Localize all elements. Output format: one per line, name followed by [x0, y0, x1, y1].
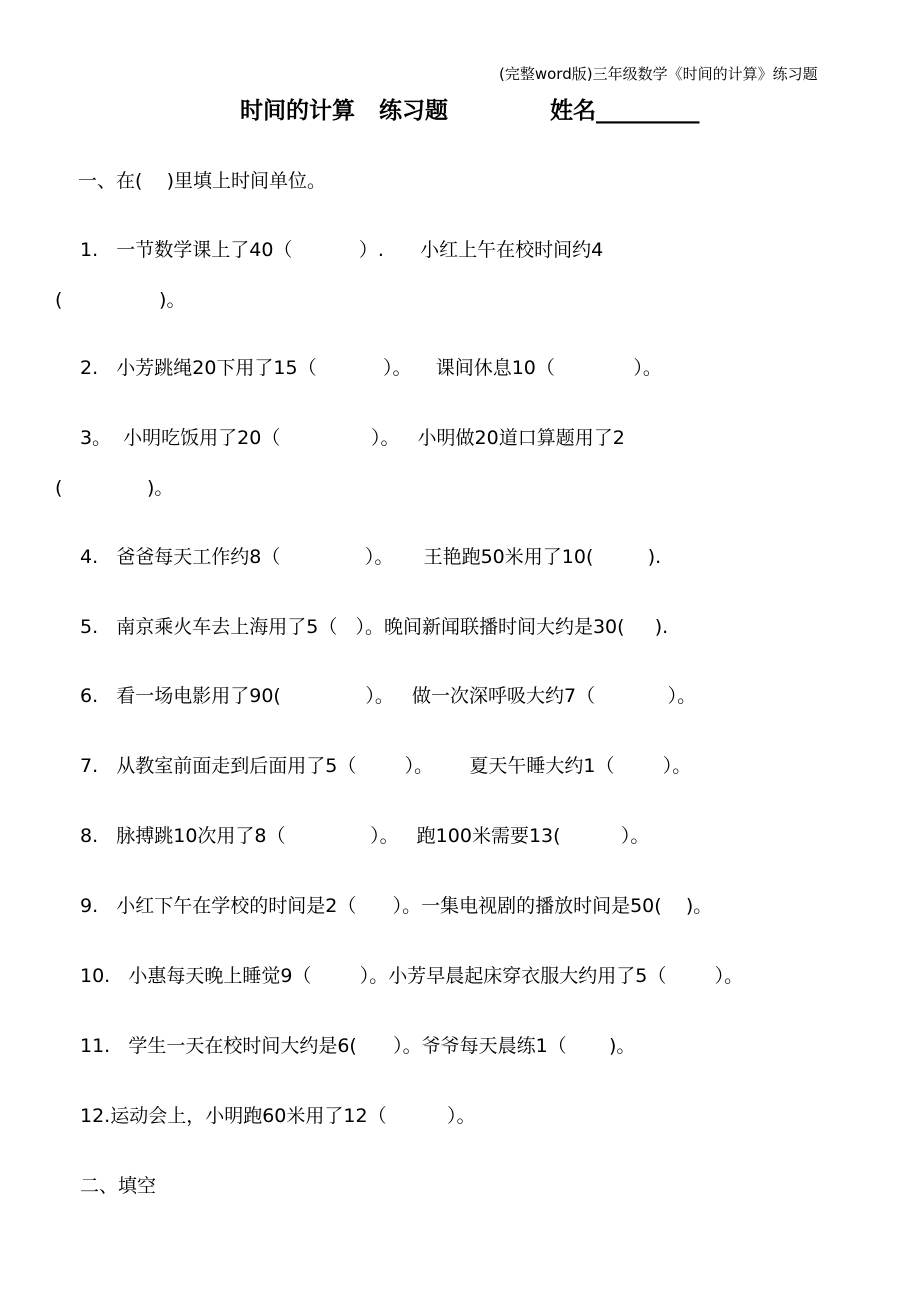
question-line: 1. 一节数学课上了40（ ）. 小红上午在校时间约4	[80, 239, 604, 261]
question-line: 10. 小惠每天晚上睡觉9（ ）。小芳早晨起床穿衣服大约用了5（ ）。	[80, 965, 744, 987]
question-line: 8. 脉搏跳10次用了8（ ）。 跑100米需要13( ）。	[80, 825, 650, 847]
question-line: 4. 爸爸每天工作约8（ ）。 王艳跑50米用了10( ).	[80, 546, 662, 568]
question-line: 11. 学生一天在校时间大约是6( ）。爷爷每天晨练1（ )。	[80, 1035, 636, 1057]
section2-heading: 二、填空	[80, 1175, 157, 1197]
question-line: 2. 小芳跳绳20下用了15（ ）。 课间休息10（ ）。	[80, 357, 662, 379]
question-line: ( )。	[55, 477, 174, 499]
question-line: 12.运动会上，小明跑60米用了12（ ）。	[80, 1105, 476, 1127]
question-line: 7. 从教室前面走到后面用了5（ ）。 夏天午睡大约1（ ）。	[80, 755, 692, 777]
name-label: 姓名_________	[550, 98, 700, 124]
question-line: 3。 小明吃饭用了20（ ）。 小明做20道口算题用了2	[80, 427, 625, 449]
question-line: ( )。	[55, 289, 186, 311]
question-line: 6. 看一场电影用了90( ）。 做一次深呼吸大约7（ ）。	[80, 685, 697, 707]
page-title: 时间的计算 练习题	[240, 98, 449, 124]
question-line: 9. 小红下午在学校的时间是2（ ）。一集电视剧的播放时间是50( )。	[80, 895, 713, 917]
question-line: 5. 南京乘火车去上海用了5（ ）。晚间新闻联播时间大约是30( ).	[80, 616, 669, 638]
section1-heading: 一、在( )里填上时间单位。	[78, 170, 326, 192]
header-note: (完整word版)三年级数学《时间的计算》练习题	[499, 65, 818, 83]
